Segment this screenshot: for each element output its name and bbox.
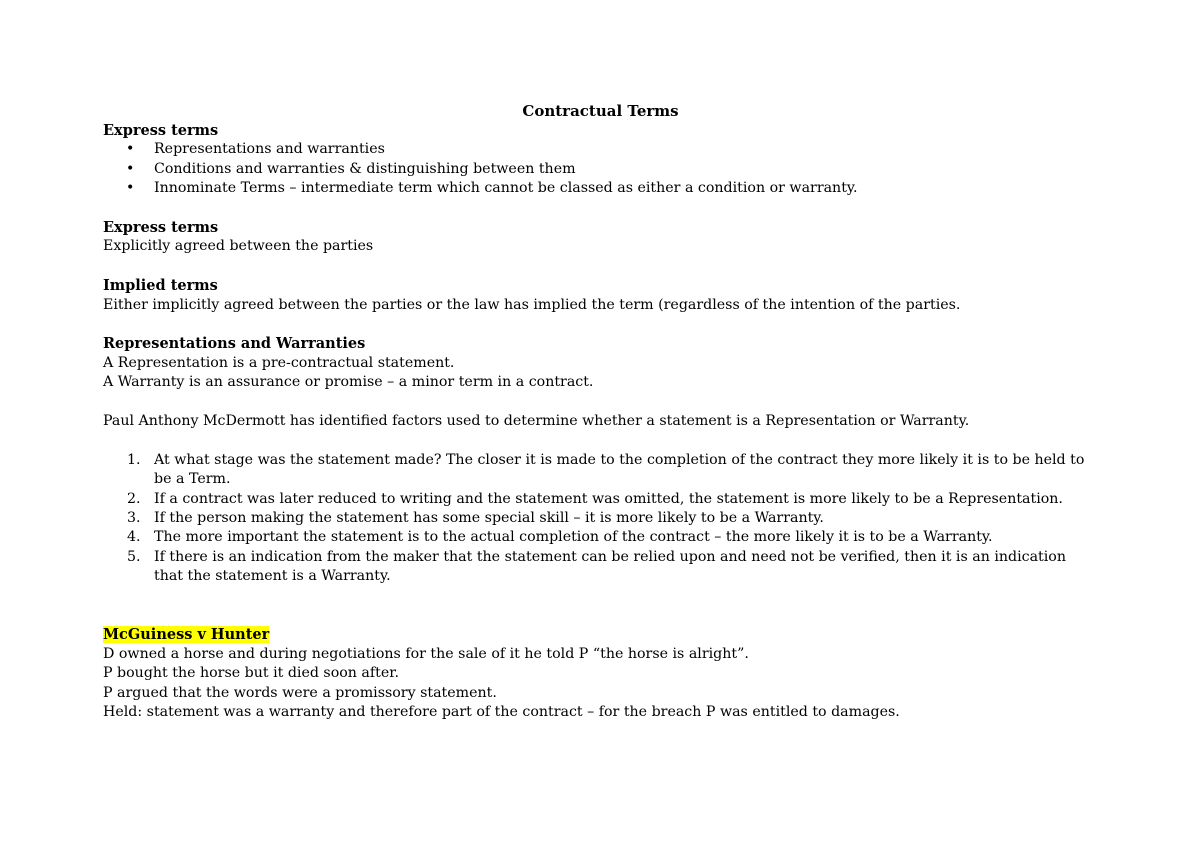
case-heading (103, 625, 1093, 644)
list-item (103, 528, 1093, 547)
spacer (103, 393, 1093, 412)
list-item (103, 509, 1093, 528)
bullet-text: Representations and warranties (154, 141, 385, 158)
document-page (103, 101, 1093, 722)
case-line: P bought the horse but it died soon after. (103, 665, 399, 682)
overview-bullet-list (103, 140, 1093, 198)
case-line: P argued that the words were a promissory statement. (103, 684, 497, 701)
document-title: Contractual Terms (522, 102, 679, 120)
express-terms-text: Explicitly agreed between the parties (103, 238, 374, 255)
list-item (103, 160, 1093, 179)
list-number: 4. (127, 529, 141, 546)
spacer (103, 315, 1093, 334)
bullet-marker: • (126, 160, 135, 177)
representations-heading: Representations and Warranties (103, 335, 366, 353)
list-number: 5. (127, 548, 141, 565)
list-item (103, 179, 1093, 198)
factors-list (103, 451, 1093, 587)
bullet-marker: • (126, 141, 135, 158)
factor-text: If a contract was later reduced to writing and the statement was omitted, the statement is more likely to be a Representation. (154, 490, 1063, 507)
list-number: 2. (127, 490, 141, 507)
bullet-marker: • (126, 180, 135, 197)
case-holding: Held: statement was a warranty and therefore part of the contract – for the breach P was entitled to damages. (103, 704, 900, 721)
factor-text: If the person making the statement has some special skill – it is more likely to be a Warranty. (154, 510, 824, 527)
bullet-text: Innominate Terms – intermediate term which cannot be classed as either a condition or warranty. (154, 180, 858, 197)
spacer (103, 431, 1093, 450)
list-number: 3. (127, 510, 141, 527)
factor-text: If there is an indication from the maker that the statement can be relied upon and need not be verified, then it is an indication that the statement is a Warranty. (154, 548, 1066, 585)
case-line: D owned a horse and during negotiations for the sale of it he told P “the horse is alright”. (103, 645, 749, 662)
list-item (103, 140, 1093, 159)
representation-definition: A Representation is a pre-contractual statement. (103, 354, 455, 371)
factor-text: At what stage was the statement made? The closer it is made to the completion of the contract they more likely it is to be held to be a Term. (154, 451, 1085, 488)
list-number: 1. (127, 451, 141, 468)
list-item (103, 451, 1093, 490)
warranty-definition: A Warranty is an assurance or promise – a minor term in a contract. (103, 374, 594, 391)
spacer (103, 257, 1093, 276)
implied-terms-heading: Implied terms (103, 277, 218, 295)
factors-intro: Paul Anthony McDermott has identified factors used to determine whether a statement is a Representation or Warranty. (103, 413, 970, 430)
factor-text: The more important the statement is to the actual completion of the contract – the more likely it is to be a Warranty. (154, 529, 993, 546)
spacer (103, 587, 1093, 606)
express-terms-heading: Express terms (103, 219, 219, 237)
case-name-highlight: McGuiness v Hunter (103, 626, 270, 644)
list-item (103, 548, 1093, 587)
bullet-text: Conditions and warranties & distinguishing between them (154, 160, 576, 177)
implied-terms-text: Either implicitly agreed between the parties or the law has implied the term (regardless of the intention of the parties. (103, 296, 961, 313)
express-terms-overview-heading: Express terms (103, 122, 219, 139)
list-item (103, 490, 1093, 509)
spacer (103, 199, 1093, 218)
spacer (103, 606, 1093, 625)
